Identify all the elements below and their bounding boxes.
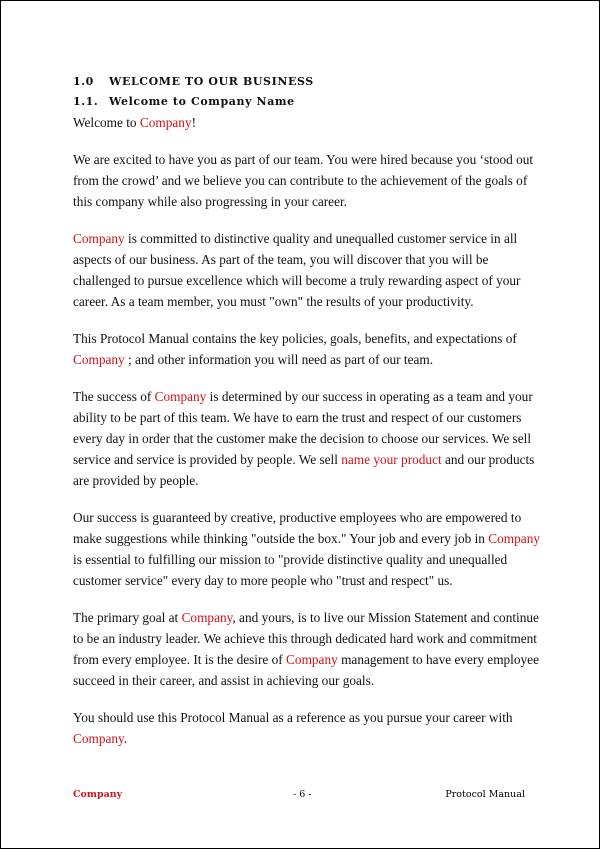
paragraph <box>73 507 543 591</box>
text-line <box>73 170 543 191</box>
text-segment: make suggestions while thinking "outside the box." Your job and every job in <box>73 531 489 546</box>
text-line <box>73 249 543 270</box>
text-segment: This Protocol Manual contains the key policies, goals, benefits, and expectations of <box>73 331 517 346</box>
highlighted-placeholder-text: Company <box>139 115 192 130</box>
text-segment: Our success is guaranteed by creative, productive employees who are empowered to <box>73 510 522 525</box>
text-segment: succeed in their career, and assist in achieving our goals. <box>73 673 375 688</box>
text-segment: is committed to distinctive quality and unequalled customer service in all <box>124 231 518 246</box>
text-segment: ! <box>191 115 197 130</box>
highlighted-placeholder-text: Company <box>181 610 233 625</box>
footer-page-number: - 6 - <box>293 789 312 800</box>
text-line <box>73 149 543 170</box>
text-line <box>73 728 543 749</box>
text-line <box>73 349 543 370</box>
text-line <box>73 607 543 628</box>
text-line <box>73 470 543 491</box>
text-segment: from every employee. It is the desire of <box>73 652 287 667</box>
text-segment: aspects of our business. As part of the team, you will discover that you will be <box>73 252 489 267</box>
text-line <box>73 449 543 470</box>
heading-2 <box>73 92 543 112</box>
paragraph <box>73 607 543 691</box>
text-line <box>73 528 543 549</box>
highlighted-placeholder-text: Company <box>73 352 125 367</box>
text-segment: The primary goal at <box>73 610 182 625</box>
heading-2-number: 1.1. <box>73 95 99 108</box>
text-segment: to be an industry leader. We achieve this through dedicated hard work and commitment <box>73 631 537 646</box>
text-segment: We are excited to have you as part of our team. You were hired because you ‘stood out <box>73 152 534 167</box>
text-segment: every day in order that the customer make the decision to choose our services. We sell <box>73 431 532 446</box>
text-segment: ability to be part of this team. We have to earn the trust and respect of our customers <box>73 410 522 425</box>
text-line <box>73 649 543 670</box>
text-segment: this company while also progressing in your career. <box>73 194 347 209</box>
heading-2-title: Welcome to Company Name <box>109 95 295 108</box>
paragraph <box>73 386 543 491</box>
text-segment: ; and other information you will need as part of our team. <box>124 352 434 367</box>
text-segment: customer service" every day to more people who "trust and respect" us. <box>73 573 453 588</box>
text-segment: challenged to pursue excellence which will become a truly rewarding aspect of your <box>73 273 521 288</box>
heading-1-title: WELCOME TO OUR BUSINESS <box>109 75 314 88</box>
text-line <box>73 228 543 249</box>
heading-1 <box>73 72 543 92</box>
text-segment: management to have every employee <box>337 652 539 667</box>
text-segment: . <box>123 731 128 746</box>
text-segment: career. As a team member, you must "own" the results of your productivity. <box>73 294 474 309</box>
highlighted-placeholder-text: Company <box>488 531 540 546</box>
footer-company: Company <box>73 789 123 800</box>
text-segment: is determined by our success in operating as a team and your <box>206 389 533 404</box>
text-segment: and our products <box>441 452 535 467</box>
paragraph <box>73 707 543 749</box>
text-line <box>73 549 543 570</box>
text-segment: from the crowd’ and we believe you can contribute to the achievement of the goals of <box>73 173 528 188</box>
text-line <box>73 191 543 212</box>
text-segment: The success of <box>73 389 155 404</box>
text-line <box>73 670 543 691</box>
text-line <box>73 328 543 349</box>
text-line <box>73 407 543 428</box>
text-line <box>73 291 543 312</box>
text-line <box>73 112 543 133</box>
text-line <box>73 507 543 528</box>
text-segment: service and service is provided by people. We sell <box>73 452 342 467</box>
text-segment: You should use this Protocol Manual as a reference as you pursue your career with <box>73 710 513 725</box>
paragraph <box>73 328 543 370</box>
text-segment: , and yours, is to live our Mission Statement and continue <box>232 610 539 625</box>
heading-1-number: 1.0 <box>73 75 94 88</box>
text-line <box>73 270 543 291</box>
text-line <box>73 707 543 728</box>
page-content <box>73 72 543 765</box>
text-line <box>73 386 543 407</box>
body-text <box>73 112 543 749</box>
text-line <box>73 570 543 591</box>
footer-manual-title: Protocol Manual <box>445 789 525 800</box>
highlighted-placeholder-text: Company <box>73 231 125 246</box>
paragraph <box>73 112 543 133</box>
highlighted-placeholder-text: name your product <box>341 452 442 467</box>
text-line <box>73 428 543 449</box>
page-footer <box>73 789 525 805</box>
highlighted-placeholder-text: Company <box>154 389 207 404</box>
text-segment: are provided by people. <box>73 473 199 488</box>
text-segment: is essential to fulfilling our mission to "provide distinctive quality and unequalled <box>73 552 508 567</box>
text-line <box>73 628 543 649</box>
paragraph <box>73 228 543 312</box>
highlighted-placeholder-text: Company <box>286 652 338 667</box>
paragraph <box>73 149 543 212</box>
highlighted-placeholder-text: Company <box>73 731 124 746</box>
text-segment: Welcome to <box>73 115 140 130</box>
